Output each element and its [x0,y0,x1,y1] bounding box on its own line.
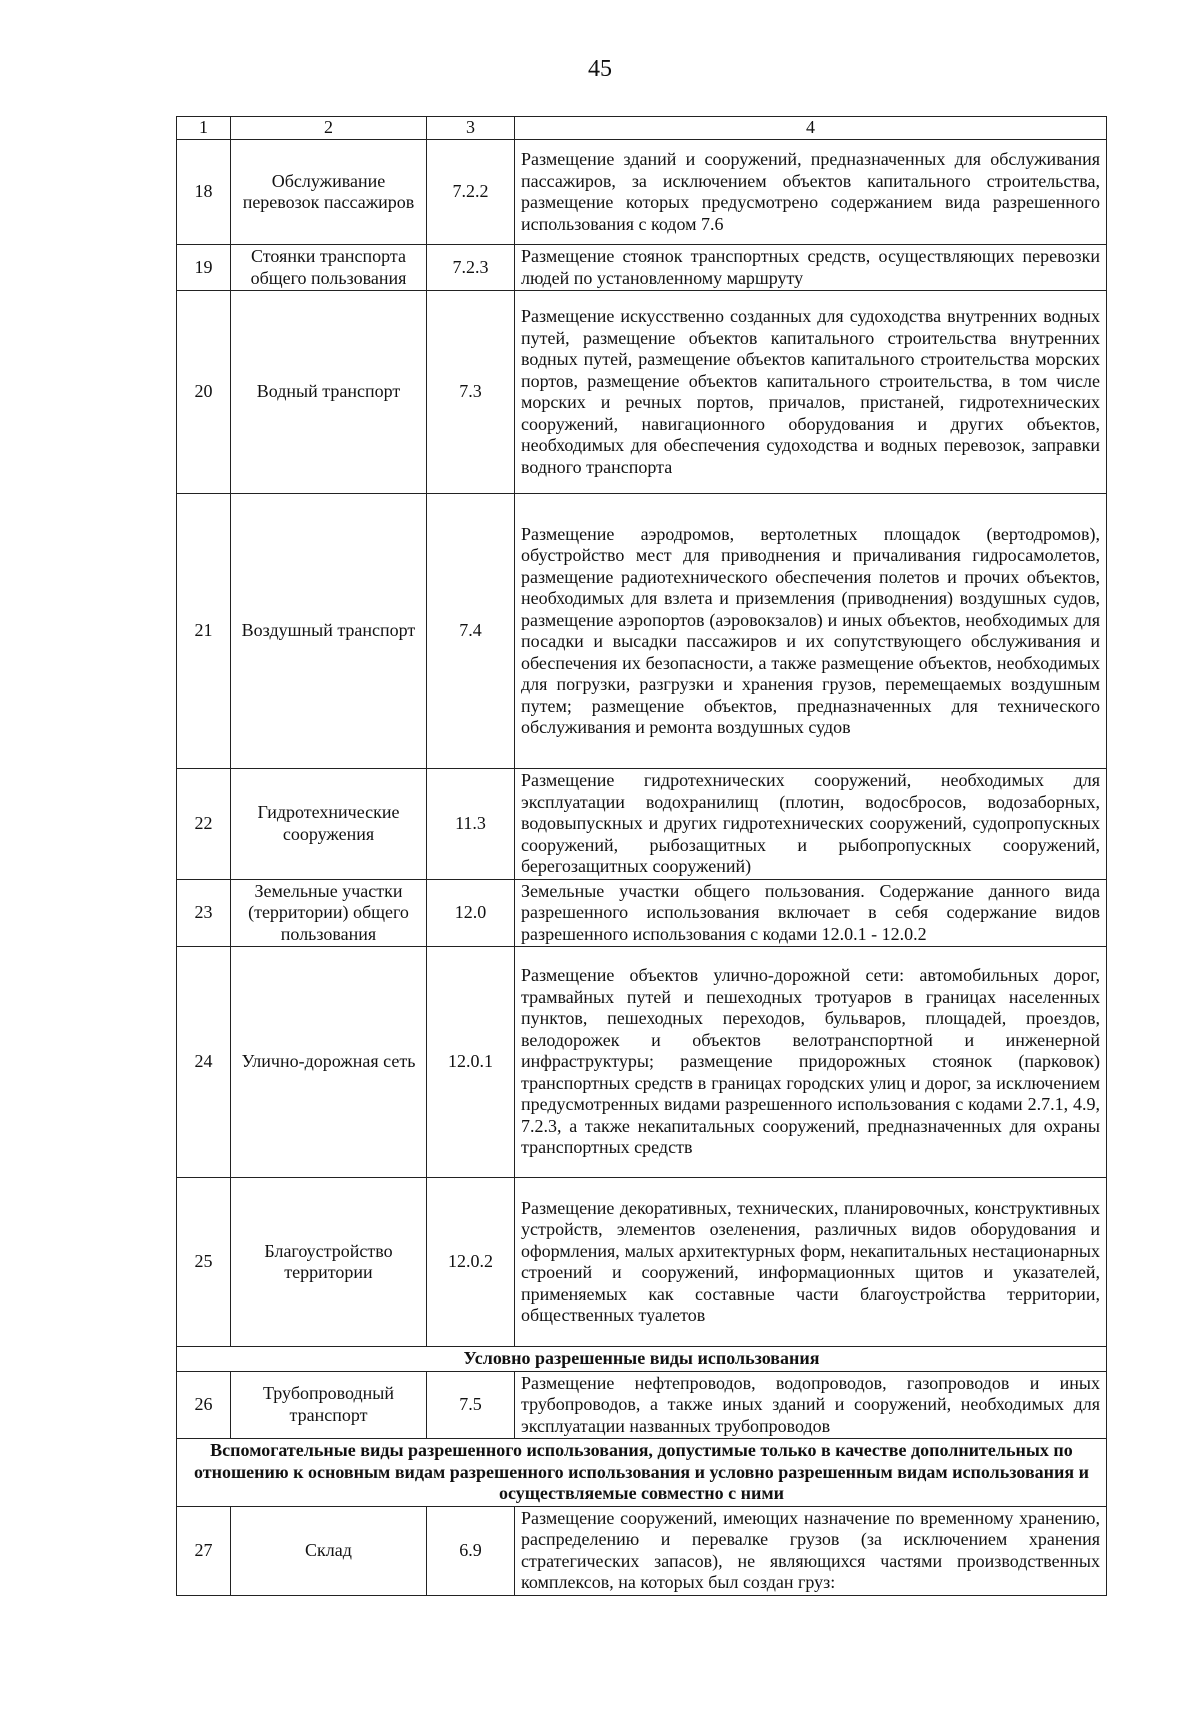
use-type-description: Земельные участки общего пользования. Содержание данного вида разрешенного использования включает в себя содержание видов разрешенного использования с кодами 12.0.1 - 12.0.2 [515,879,1107,947]
section-header-row [177,1439,1107,1507]
use-type-description: Размещение зданий и сооружений, предназначенных для обслуживания пассажиров, за исключением объектов капитального строительства, размещение которых предусмотрено содержанием вида разрешенного использования с кодом 7.6 [515,140,1107,245]
column-header: 4 [515,117,1107,140]
column-header: 2 [231,117,427,140]
table-row [177,1178,1107,1347]
use-type-code: 11.3 [427,769,515,880]
use-type-description: Размещение аэродромов, вертолетных площадок (вертодромов), обустройство мест для приводнения и причаливания гидросамолетов, размещение радиотехнического обеспечения полетов и прочих объектов, необходимых для взлета и приземления (приводнения) воздушных судов, размещение аэропортов (аэровокзалов) и иных объектов, необходимых для посадки и высадки пассажиров и их сопутствующего обслуживания и обеспечения их безопасности, а также размещение объектов, необходимых для погрузки, разгрузки и хранения грузов, перемещаемых воздушным путем; размещение объектов, предназначенных для технического обслуживания и ремонта воздушных судов [515,494,1107,769]
table-row [177,947,1107,1178]
row-number: 19 [177,245,231,291]
table-row [177,245,1107,291]
row-number: 27 [177,1506,231,1595]
section-header-row [177,1347,1107,1372]
table-row [177,879,1107,947]
use-type-code: 7.4 [427,494,515,769]
page-number: 45 [588,56,612,82]
use-type-name: Благоустройство территории [231,1178,427,1347]
use-type-code: 12.0.1 [427,947,515,1178]
table-row [177,494,1107,769]
use-type-description: Размещение декоративных, технических, планировочных, конструктивных устройств, элементов озеленения, различных видов оборудования и оформления, малых архитектурных форм, некапитальных нестационарных строений и сооружений, информационных щитов и указателей, применяемых как составные части благоустройства территории, общественных туалетов [515,1178,1107,1347]
use-type-name: Стоянки транспорта общего пользования [231,245,427,291]
use-type-name: Трубопроводный транспорт [231,1371,427,1439]
row-number: 20 [177,291,231,494]
use-type-name: Водный транспорт [231,291,427,494]
use-type-name: Склад [231,1506,427,1595]
use-type-code: 12.0.2 [427,1178,515,1347]
use-type-name: Обслуживание перевозок пассажиров [231,140,427,245]
use-type-description: Размещение объектов улично-дорожной сети: автомобильных дорог, трамвайных путей и пешеходных тротуаров в границах населенных пунктов, пешеходных переходов, бульваров, площадей, проездов, велодорожек и объектов велотранспортной и инженерной инфраструктуры; размещение придорожных стоянок (парковок) транспортных средств в границах городских улиц и дорог, за исключением предусмотренных видами разрешенного использования с кодами 2.7.1, 4.9, 7.2.3, а также некапитальных сооружений, предназначенных для охраны транспортных средств [515,947,1107,1178]
table-row [177,140,1107,245]
use-type-code: 6.9 [427,1506,515,1595]
row-number: 21 [177,494,231,769]
row-number: 18 [177,140,231,245]
column-header: 1 [177,117,231,140]
section-auxiliary-uses: Вспомогательные виды разрешенного использования, допустимые только в качестве дополнительных по отношению к основным видам разрешенного использования и условно разрешенным видам использования и осуществляемые совместно с ними [177,1439,1107,1507]
use-type-description: Размещение сооружений, имеющих назначение по временному хранению, распределению и перевалке грузов (за исключением хранения стратегических запасов), не являющихся частями производственных комплексов, на которых был создан груз: [515,1506,1107,1595]
land-use-table [176,116,1107,1596]
use-type-code: 12.0 [427,879,515,947]
use-type-code: 7.2.3 [427,245,515,291]
use-type-description: Размещение искусственно созданных для судоходства внутренних водных путей, размещение объектов капитального строительства внутренних водных путей, размещение объектов капитального строительства морских портов, размещение объектов капитального строительства, в том числе морских и речных портов, причалов, пристаней, гидротехнических сооружений, навигационного оборудования и других объектов, необходимых для обеспечения судоходства и водных перевозок, заправки водного транспорта [515,291,1107,494]
table-header-row [177,117,1107,140]
use-type-code: 7.3 [427,291,515,494]
use-type-name: Улично-дорожная сеть [231,947,427,1178]
row-number: 26 [177,1371,231,1439]
use-type-name: Земельные участки (территории) общего пользования [231,879,427,947]
row-number: 23 [177,879,231,947]
row-number: 25 [177,1178,231,1347]
table-row [177,1506,1107,1595]
use-type-code: 7.2.2 [427,140,515,245]
table-row [177,769,1107,880]
use-type-name: Воздушный транспорт [231,494,427,769]
use-type-description: Размещение стоянок транспортных средств, осуществляющих перевозки людей по установленному маршруту [515,245,1107,291]
section-conditional-uses: Условно разрешенные виды использования [177,1347,1107,1372]
column-header: 3 [427,117,515,140]
use-type-description: Размещение нефтепроводов, водопроводов, газопроводов и иных трубопроводов, а также иных зданий и сооружений, необходимых для эксплуатации названных трубопроводов [515,1371,1107,1439]
use-type-description: Размещение гидротехнических сооружений, необходимых для эксплуатации водохранилищ (плотин, водосбросов, водозаборных, водовыпускных и других гидротехнических сооружений, судопропускных сооружений, рыбозащитных и рыбопропускных сооружений, берегозащитных сооружений) [515,769,1107,880]
row-number: 24 [177,947,231,1178]
use-type-code: 7.5 [427,1371,515,1439]
table-row [177,1371,1107,1439]
table-row [177,291,1107,494]
row-number: 22 [177,769,231,880]
use-type-name: Гидротехнические сооружения [231,769,427,880]
